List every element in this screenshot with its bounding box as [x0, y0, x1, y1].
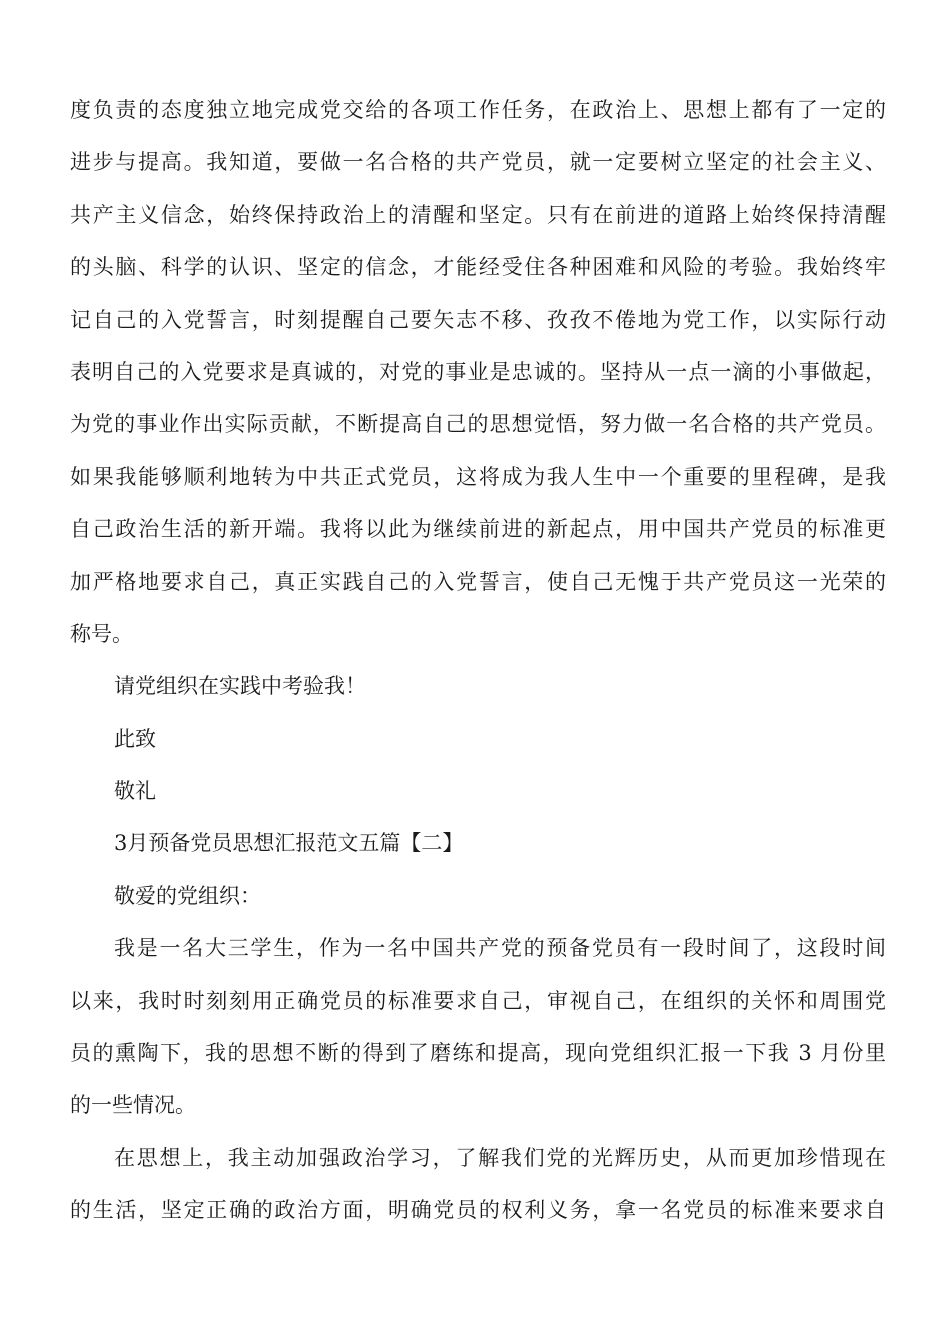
salutation-cizhi: 此致: [114, 726, 156, 751]
body-line: 自己政治生活的新开端。我将以此为继续前进的新起点，用中国共产党员的标准更: [70, 517, 886, 542]
document-body: [70, 84, 886, 1237]
salutation-jingli: 敬礼: [114, 779, 156, 804]
body-line: 加严格地要求自己，真正实践自己的入党誓言，使自己无愧于共产党员这一光荣的: [70, 569, 886, 594]
body-line: 表明自己的入党要求是真诚的，对党的事业是忠诚的。坚持从一点一滴的小事做起，: [70, 359, 886, 384]
body-line: 的一些情况。: [70, 1093, 196, 1118]
body-line: 如果我能够顺利地转为中共正式党员，这将成为我人生中一个重要的里程碑，是我: [70, 464, 886, 489]
body-line: 我是一名大三学生，作为一名中国共产党的预备党员有一段时间了，这段时间: [114, 936, 886, 961]
letter-greeting: 敬爱的党组织：: [114, 883, 261, 908]
body-line: 以来，我时时刻刻用正确党员的标准要求自己，审视自己，在组织的关怀和周围党: [70, 988, 886, 1013]
body-line: 的生活，坚定正确的政治方面，明确党员的权利义务，拿一名党员的标准来要求自: [70, 1198, 886, 1223]
body-line: 称号。: [70, 621, 133, 646]
body-line: 记自己的入党誓言，时刻提醒自己要矢志不移、孜孜不倦地为党工作，以实际行动: [70, 307, 886, 332]
section-heading: 3月预备党员思想汇报范文五篇【二】: [114, 831, 464, 856]
body-line: 进步与提高。我知道，要做一名合格的共产党员，就一定要树立坚定的社会主义、: [70, 150, 886, 175]
body-line: 在思想上，我主动加强政治学习，了解我们党的光辉历史，从而更加珍惜现在: [114, 1145, 886, 1170]
closing-request: 请党组织在实践中考验我！: [114, 674, 366, 699]
body-line: 度负责的态度独立地完成党交给的各项工作任务，在政治上、思想上都有了一定的: [70, 98, 886, 122]
body-line: 为党的事业作出实际贡献，不断提高自己的思想觉悟，努力做一名合格的共产党员。: [70, 412, 886, 437]
body-line: 的头脑、科学的认识、坚定的信念，才能经受住各种困难和风险的考验。我始终牢: [70, 255, 886, 280]
body-line: 员的熏陶下，我的思想不断的得到了磨练和提高，现向党组织汇报一下我 3 月份里: [70, 1041, 886, 1066]
body-line: 共产主义信念，始终保持政治上的清醒和坚定。只有在前进的道路上始终保持清醒: [70, 202, 886, 227]
